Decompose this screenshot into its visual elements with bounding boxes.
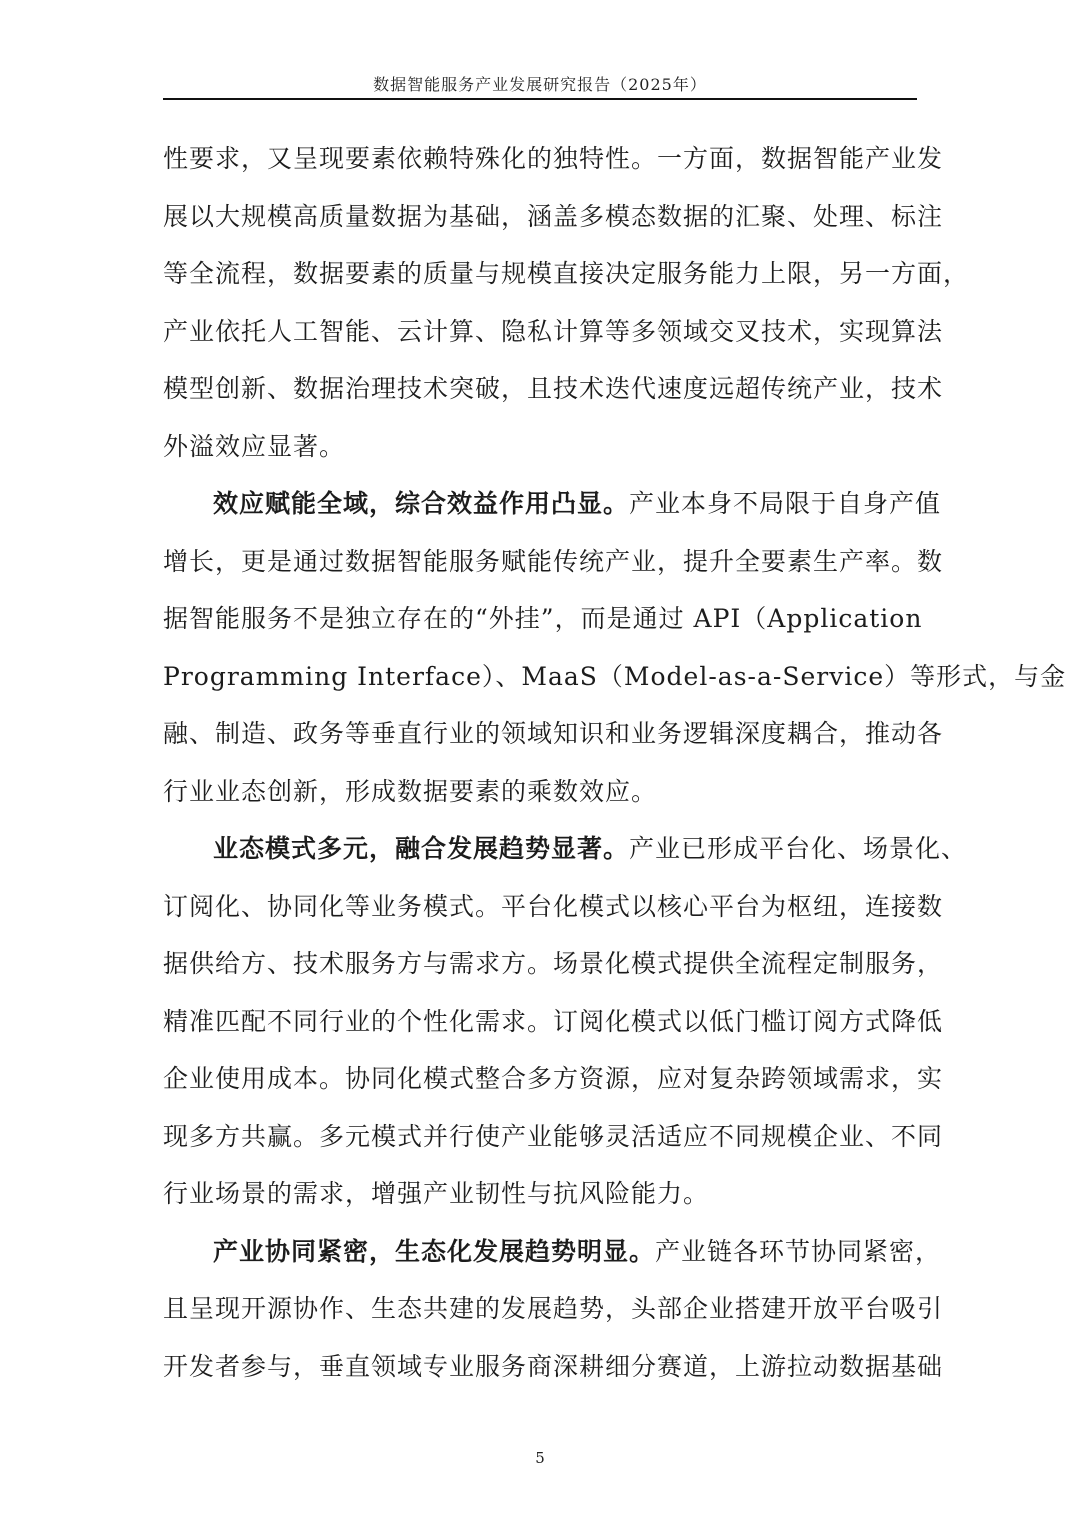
text-line: 产业依托人工智能、云计算、隐私计算等多领域交叉技术，实现算法	[163, 316, 944, 346]
text-line: 等全流程，数据要素的质量与规模直接决定服务能力上限，另一方面，	[163, 259, 970, 288]
header-rule	[163, 98, 917, 100]
text-line: 现多方共赢。多元模式并行使产业能够灵活适应不同规模企业、不同	[163, 1121, 944, 1151]
text-line: 订阅化、协同化等业务模式。平台化模式以核心平台为枢纽，连接数	[163, 891, 944, 921]
text-line: Programming Interface）、MaaS（Model-as-a-Service）等形式，与金	[163, 661, 1067, 691]
text-line: 据供给方、技术服务方与需求方。场景化模式提供全流程定制服务，	[163, 949, 944, 978]
text-line: 行业场景的需求，增强产业韧性与抗风险能力。	[163, 1179, 710, 1208]
text-line: 精准匹配不同行业的个性化需求。订阅化模式以低门槛订阅方式降低	[163, 1006, 944, 1036]
paragraph-text: 产业本身不局限于自身产值	[629, 489, 942, 518]
text-line: 增长，更是通过数据智能服务赋能传统产业，提升全要素生产率。数	[163, 546, 944, 576]
paragraph	[163, 130, 970, 475]
text-line: 性要求，又呈现要素依赖特殊化的独特性。一方面，数据智能产业发	[163, 144, 944, 173]
text-line: 企业使用成本。协同化模式整合多方资源，应对复杂跨领域需求，实	[163, 1064, 944, 1093]
text-line: 融、制造、政务等垂直行业的领域知识和业务逻辑深度耦合，推动各	[163, 719, 944, 748]
text-line	[163, 820, 968, 878]
text-line	[163, 475, 942, 533]
text-line: 展以大规模高质量数据为基础，涵盖多模态数据的汇聚、处理、标注	[163, 201, 944, 231]
paragraph-text: 产业已形成平台化、场景化、	[629, 834, 968, 863]
paragraph-lead: 业态模式多元，融合发展趋势显著。	[213, 834, 630, 863]
body-text	[163, 130, 1067, 1395]
text-line: 且呈现开源协作、生态共建的发展趋势，头部企业搭建开放平台吸引	[163, 1294, 944, 1323]
paragraph-lead: 效应赋能全域，综合效益作用凸显。	[213, 489, 630, 518]
paragraph	[163, 1223, 944, 1396]
text-line: 外溢效应显著。	[163, 431, 346, 461]
paragraph-lead: 产业协同紧密，生态化发展趋势明显。	[213, 1236, 656, 1266]
paragraph	[163, 820, 968, 1223]
page-number: 5	[535, 1449, 545, 1467]
text-line: 行业业态创新，形成数据要素的乘数效应。	[163, 776, 658, 806]
paragraph-text: 产业链各环节协同紧密，	[655, 1236, 942, 1266]
text-line: 开发者参与，垂直领域专业服务商深耕细分赛道，上游拉动数据基础	[163, 1351, 944, 1381]
text-line: 模型创新、数据治理技术突破，且技术迭代速度远超传统产业，技术	[163, 374, 944, 403]
text-line: 据智能服务不是独立存在的“外挂”，而是通过 API（Application	[163, 604, 923, 633]
running-header: 数据智能服务产业发展研究报告（2025年）	[373, 75, 707, 94]
text-line	[163, 1223, 942, 1281]
paragraph	[163, 475, 1067, 820]
